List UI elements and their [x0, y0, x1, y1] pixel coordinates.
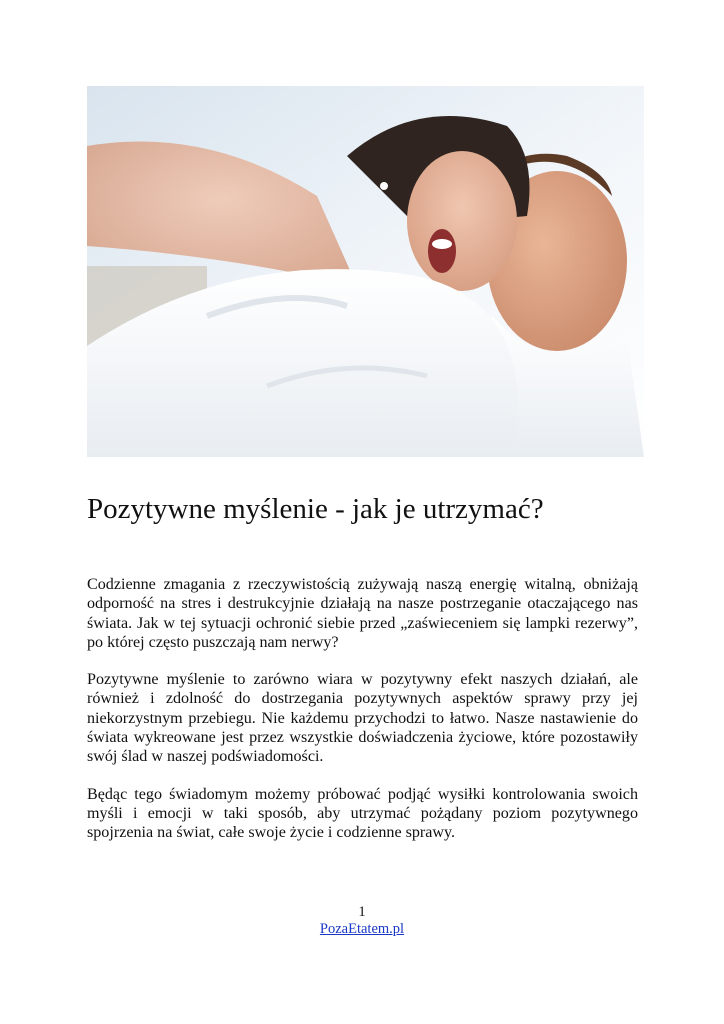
page-title: Pozytywne myślenie - jak je utrzymać? — [87, 493, 544, 525]
paragraph: Pozytywne myślenie to zarówno wiara w pozytywny efekt naszych działań, ale również i zdolność do dostrzegania pozytywnych aspektów sprawy przy jej niekorzystnym przebiegu. Nie każdemu przychodzi to łatwo. Nasze nastawienie do świata wykreowane jest przez wszystkie doświadczenia życiowe, które pozostawiły swój ślad w naszej podświadomości. — [87, 671, 638, 766]
paragraph: Będąc tego świadomym możemy próbować podjąć wysiłki kontrolowania swoich myśli i emocji w taki sposób, aby utrzymać pożądany poziom pozytywnego spojrzenia na świat, całe swoje życie i codzienne sprawy. — [87, 785, 638, 842]
page-number: 1 — [358, 904, 366, 920]
paragraph: Codzienne zmagania z rzeczywistością zużywają naszą energię witalną, obniżają odporność na stres i destrukcyjnie działają na nasze postrzeganie otaczającego nas świata. Jak w tej sytuacji ochronić siebie przed „zaświeceniem się lampki rezerwy”, po której często puszczają nam nerwy? — [87, 576, 638, 651]
header-photo — [87, 86, 644, 457]
footer-link[interactable]: PozaEtatem.pl — [319, 921, 405, 937]
happy-couple-illustration — [87, 86, 644, 457]
page-footer — [0, 904, 724, 938]
article-body — [87, 575, 638, 861]
